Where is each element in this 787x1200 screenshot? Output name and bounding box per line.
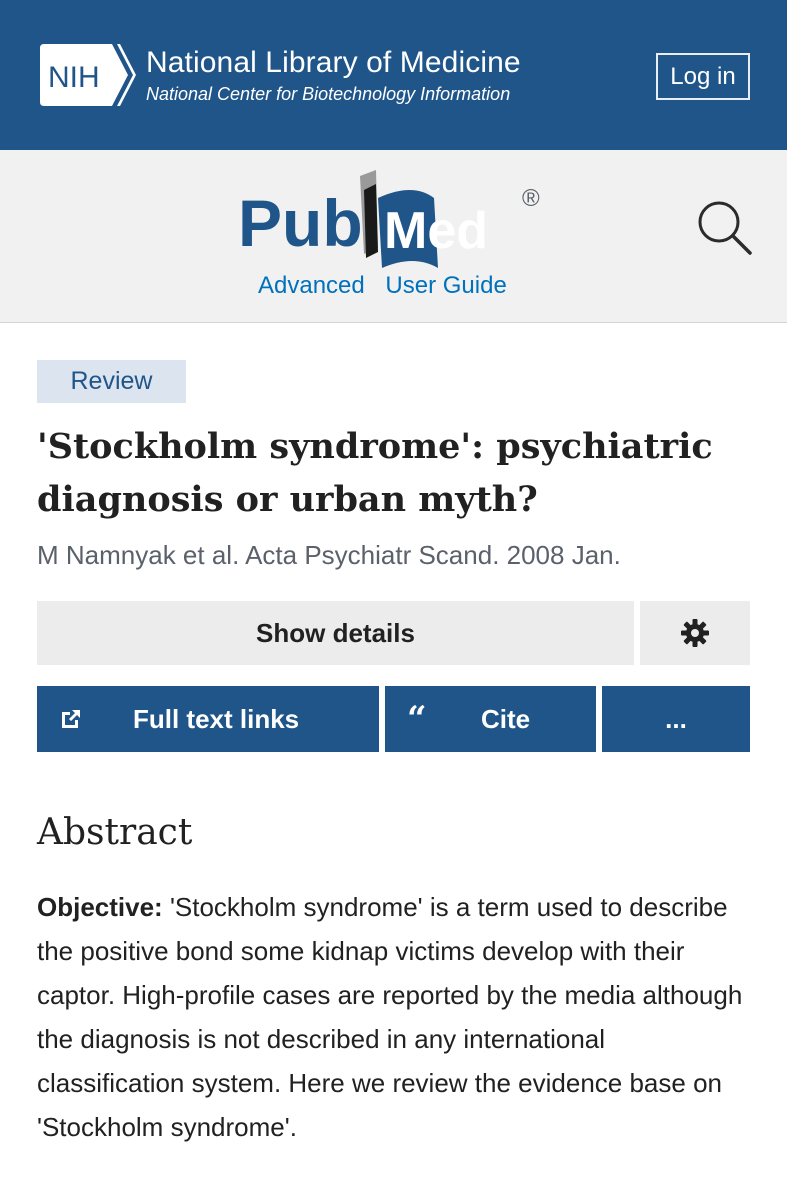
objective-text: 'Stockholm syndrome' is a term used to describe the positive bond some kidnap victims develop with their captor. High-profile cases are reported by the media although the diagnosis is not described in any international classification system. Here we review the evidence base on 'Stockholm syndrome'. [37, 892, 743, 1142]
registered-mark: ® [522, 185, 540, 212]
pubmed-logo-pub: Pub [238, 186, 363, 260]
more-actions-label: ... [665, 703, 687, 734]
full-text-links-label: Full text links [133, 703, 300, 734]
search-icon[interactable] [697, 200, 753, 256]
nih-subtitle: National Center for Biotechnology Information [146, 84, 511, 104]
quote-icon: “ [407, 699, 427, 739]
nih-header [0, 0, 787, 150]
gear-icon [680, 618, 710, 648]
abstract-paragraph [37, 885, 749, 1149]
nih-logo-text: NIH [48, 61, 100, 94]
show-details-button[interactable]: Show details [37, 601, 634, 665]
more-actions-button[interactable] [602, 686, 750, 752]
full-text-links-button[interactable] [37, 686, 379, 752]
abstract-heading: Abstract [37, 812, 193, 853]
user-guide-link[interactable]: User Guide [385, 272, 507, 299]
external-link-icon [59, 707, 83, 731]
pubmed-logo-med: Med [384, 202, 488, 260]
nih-title[interactable]: National Library of Medicine [146, 46, 521, 79]
pubmed-logo[interactable] [238, 168, 548, 268]
article-type-badge: Review [37, 360, 186, 403]
cite-label: Cite [481, 703, 531, 734]
pubmed-links [258, 272, 521, 300]
pubmed-bar [0, 150, 787, 323]
cite-button[interactable] [385, 686, 596, 752]
settings-button[interactable] [640, 601, 750, 665]
article-title: 'Stockholm syndrome': psychiatric diagnosis or urban myth? [37, 426, 713, 520]
login-button[interactable]: Log in [656, 53, 750, 100]
objective-label: Objective: [37, 892, 163, 922]
article-citation[interactable]: M Namnyak et al. Acta Psychiatr Scand. 2008 Jan. [37, 540, 621, 570]
nih-logo[interactable] [40, 44, 136, 106]
advanced-link[interactable]: Advanced [258, 272, 365, 299]
